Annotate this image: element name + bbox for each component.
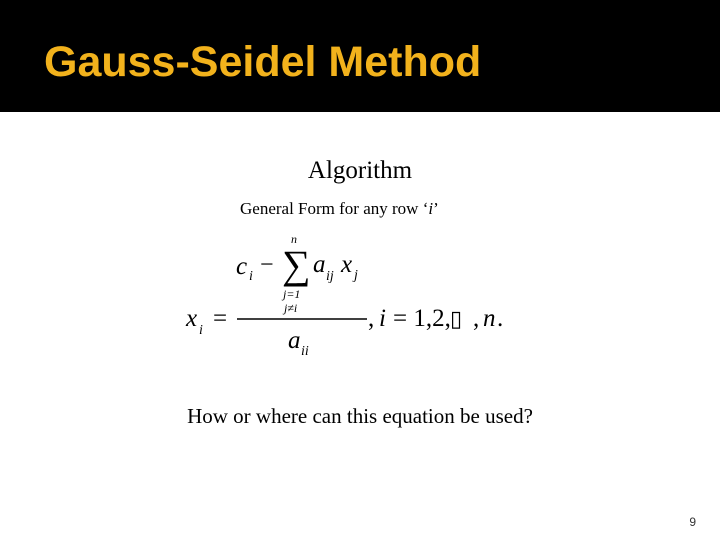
eq-x: x: [341, 251, 353, 278]
eq-minus: −: [260, 252, 274, 278]
eq-equals: =: [213, 305, 228, 332]
general-form-caption: [240, 198, 439, 220]
eq-lhs: x: [186, 305, 198, 332]
slide-question: How or where can this equation be used?: [187, 404, 533, 428]
row-symbol: i: [428, 199, 434, 218]
slide-subtitle: Algorithm: [307, 157, 413, 184]
eq-lhs-sub: i: [199, 323, 203, 338]
eq-c-sub: i: [249, 269, 253, 284]
eq-range-missing: ▯: [450, 306, 463, 331]
eq-sum-upper: n: [291, 232, 297, 246]
eq-range-end: ,: [473, 305, 480, 332]
general-form-suffix: ’: [433, 199, 439, 218]
eq-range-comma: ,: [368, 305, 375, 332]
eq-range-eq: = 1,2,: [393, 305, 451, 332]
eq-sum-lower-2: j≠i: [284, 301, 298, 315]
eq-sigma: ∑: [282, 242, 311, 287]
eq-denom-sub: ii: [301, 344, 309, 359]
eq-range-n: n: [483, 305, 496, 332]
eq-a: a: [313, 251, 326, 278]
eq-denom: a: [288, 327, 301, 354]
page-number: 9: [689, 515, 696, 529]
gauss-seidel-equation: [170, 228, 530, 362]
eq-a-sub: ij: [326, 269, 334, 284]
eq-c: c: [236, 253, 248, 280]
general-form-prefix: General Form for any row ‘: [240, 199, 429, 218]
eq-range-i: i: [379, 305, 386, 332]
slide-title: Gauss-Seidel Method: [44, 38, 482, 86]
eq-x-sub: j: [354, 268, 358, 283]
eq-range-period: .: [497, 305, 504, 332]
eq-sum-lower-1: j=1: [283, 287, 301, 301]
